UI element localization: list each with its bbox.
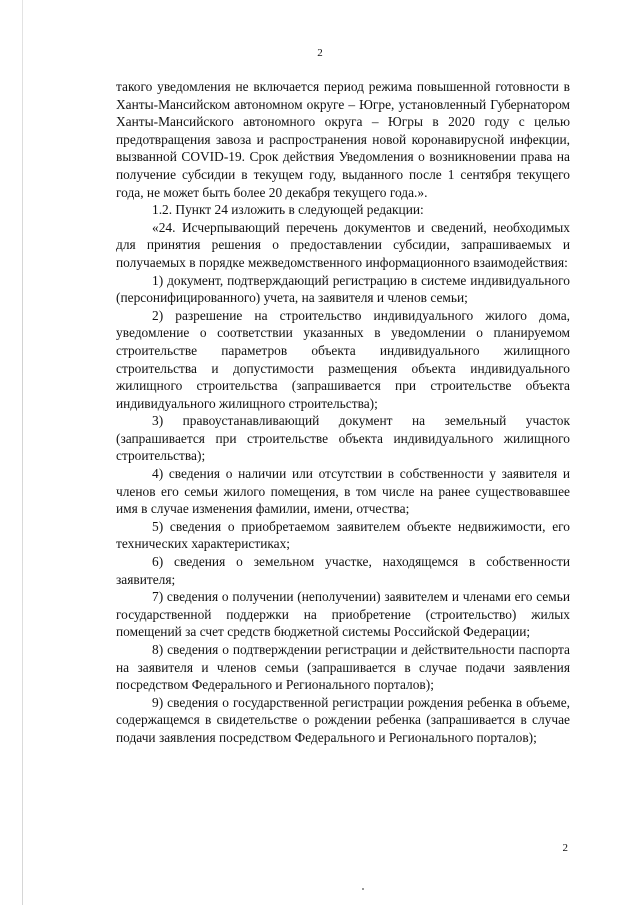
list-item-8: 8) сведения о подтверждении регистрации и действительности паспорта на заявителя и членов семьи (запрашивается в случае подачи заявления посредством Федерального и Регионального порталов); <box>116 642 570 693</box>
list-item-5: 5) сведения о приобретаемом заявителем объекте недвижимости, его технических характеристиках; <box>116 518 570 552</box>
scan-edge-line <box>22 0 23 905</box>
paragraph-clause-24: «24. Исчерпывающий перечень документов и сведений, необходимых для принятия решения о предоставлении субсидии, запрашиваемых и получаемых в порядке межведомственного информационного взаимодействия: <box>116 219 570 270</box>
page-number-top: 2 <box>317 47 323 59</box>
list-item-4: 4) сведения о наличии или отсутствии в собственности у заявителя и членов его семьи жилого помещения, в том числе на ранее существовавшее имя в случае изменения фамилии, имени, отчества; <box>116 466 570 517</box>
list-item-9: 9) сведения о государственной регистрации рождения ребенка в объеме, содержащемся в свидетельстве о рождении ребенка (запрашивается в случае подачи заявления посредством Федерального и Регионального порталов); <box>116 694 570 745</box>
paragraph-amendment-heading: 1.2. Пункт 24 изложить в следующей редакции: <box>152 202 424 218</box>
paragraph-continuation: такого уведомления не включается период режима повышенной готовности в Ханты-Мансийском автономном округе – Югре, установленный Губернатором Ханты-Мансийского автономного округа – Югры в 2020 году с целью предотвращения завоза и распространения новой коронавирусной инфекции, вызванной COVID-19. Срок действия Уведомления о возникновении права на получение субсидии в текущем году, выданного после 1 сентября текущего года, не может быть более 20 декабря текущего года.». <box>116 79 570 200</box>
document-body <box>116 78 570 747</box>
page-number-bottom: 2 <box>562 842 568 854</box>
list-item-2: 2) разрешение на строительство индивидуального жилого дома, уведомление о соответствии указанных в уведомлении о планируемом строительстве параметров объекта индивидуального жилищного строительства и допустимости размещения объекта индивидуального жилищного строительства (запрашивается при строительстве объекта индивидуального жилищного строительства); <box>116 307 570 411</box>
list-item-3: 3) правоустанавливающий документ на земельный участок (запрашивается при строительстве объекта индивидуального жилищного строительства); <box>116 413 570 464</box>
list-item-6: 6) сведения о земельном участке, находящемся в собственности заявителя; <box>116 554 570 587</box>
list-item-7: 7) сведения о получении (неполучении) заявителем и членами его семьи государственной поддержки на приобретение (строительство) жилых помещений за счет средств бюджетной системы Российской Федерации; <box>116 589 570 640</box>
list-item-1: 1) документ, подтверждающий регистрацию в системе индивидуального (персонифицированного) учета, на заявителя и членов семьи; <box>116 272 570 306</box>
scan-speck <box>362 888 364 890</box>
